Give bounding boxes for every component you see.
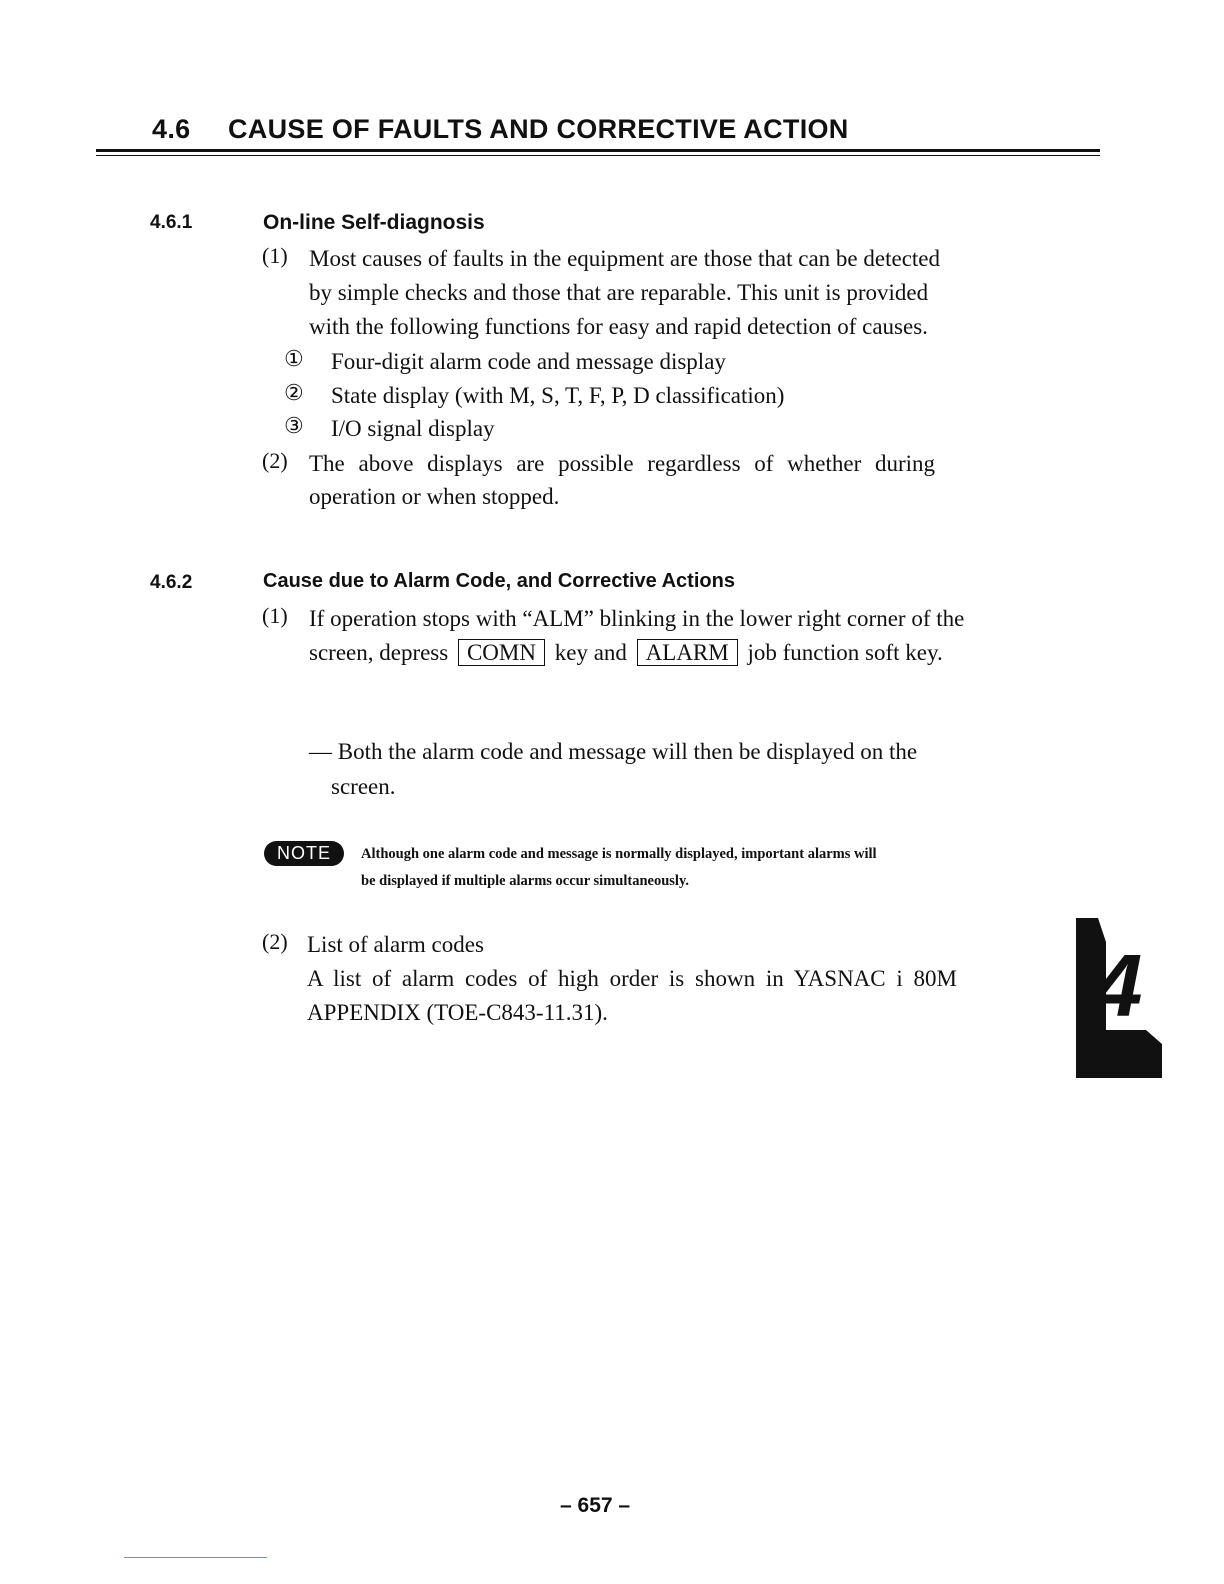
alm-line-2-post: job function soft key. [747, 640, 943, 665]
chapter-tab [1076, 918, 1168, 1078]
footer-link-underline [124, 1557, 267, 1558]
result-line-2: screen. [331, 774, 396, 799]
header-rule-thick [96, 149, 1100, 152]
chapter-tab-number: 4 [1093, 936, 1143, 1035]
item-marker-462-1: (1) [262, 603, 288, 628]
item-2-line-1: The above displays are possible regardless of whether during [309, 451, 936, 476]
item-2-line-2: operation or when stopped. [309, 484, 560, 509]
alarm-list-line-2: APPENDIX (TOE-C843-11.31). [307, 1000, 608, 1025]
comn-key: COMN [458, 639, 545, 666]
alm-line-2-mid: key and [554, 640, 627, 665]
result-line-1: — Both the alarm code and message will then be displayed on the [309, 739, 918, 764]
alm-line-2 [309, 636, 943, 670]
section-heading: CAUSE OF FAULTS AND CORRECTIVE ACTION [228, 114, 849, 144]
function-marker-1: ① [284, 346, 304, 371]
item-1-line-2: by simple checks and those that are reparable. This unit is provided [309, 280, 929, 305]
item-marker-2: (2) [262, 448, 288, 473]
note-badge: NOTE [264, 841, 344, 866]
page-number: – 657 – [560, 1494, 631, 1517]
item-marker-1: (1) [262, 243, 288, 268]
item-marker-462-2: (2) [262, 929, 288, 954]
function-item-3: I/O signal display [331, 416, 495, 441]
note-text [361, 841, 1049, 895]
subsection-title-462: Cause due to Alarm Code, and Corrective Actions [263, 570, 735, 592]
section-title [152, 114, 849, 145]
note-line-2: be displayed if multiple alarms occur simultaneously. [361, 873, 690, 889]
alarm-list-title: List of alarm codes [307, 932, 484, 957]
header-rule-thin [96, 155, 1100, 156]
subsection-title-461: On-line Self-diagnosis [263, 211, 485, 234]
alarm-key: ALARM [637, 639, 738, 666]
alm-line-1: If operation stops with “ALM” blinking in the lower right corner of the [309, 606, 965, 631]
function-item-1: Four-digit alarm code and message display [331, 349, 726, 374]
alm-line-2-pre: screen, depress [309, 640, 449, 665]
subsection-number-461: 4.6.1 [150, 212, 193, 233]
item-1-line-3: with the following functions for easy and rapid detection of causes. [309, 314, 928, 339]
function-marker-3: ③ [284, 413, 304, 438]
function-marker-2: ② [284, 380, 304, 405]
section-number: 4.6 [152, 114, 191, 144]
note-line-1: Although one alarm code and message is normally displayed, important alarms will [361, 846, 877, 862]
function-item-2: State display (with M, S, T, F, P, D classification) [331, 383, 785, 408]
subsection-number-462: 4.6.2 [150, 572, 193, 593]
alarm-list-line-1: A list of alarm codes of high order is shown in YASNAC i 80M [307, 966, 957, 991]
item-1-line-1: Most causes of faults in the equipment are those that can be detected [309, 246, 941, 271]
